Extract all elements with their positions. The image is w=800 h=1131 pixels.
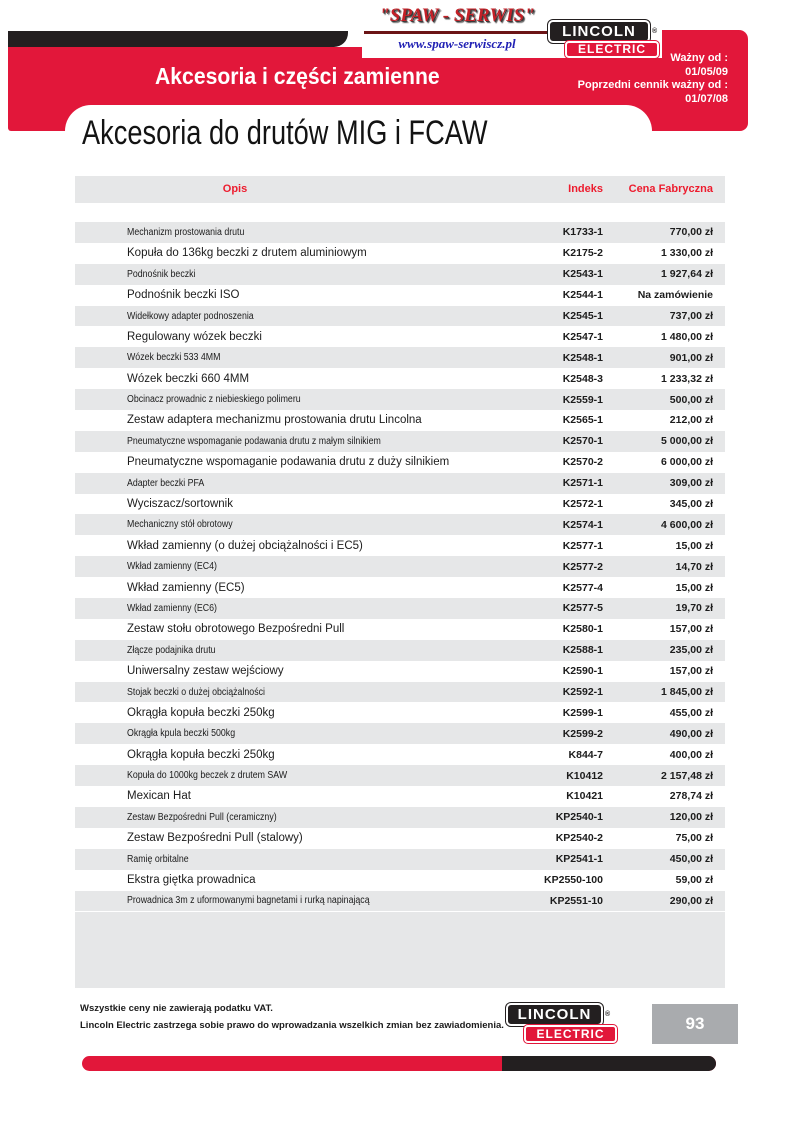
row-price: 1 927,64 zł — [661, 268, 713, 281]
row-index: K2570-2 — [562, 456, 603, 469]
row-index: KP2540-1 — [555, 811, 603, 824]
row-description: Regulowany wózek beczki — [127, 330, 262, 343]
row-description: Ekstra giętka prowadnica — [127, 874, 256, 887]
row-description: Mexican Hat — [127, 790, 191, 803]
table-row — [75, 473, 725, 494]
table-row — [75, 682, 725, 703]
row-price: 290,00 zł — [669, 894, 713, 907]
row-index: K2592-1 — [562, 686, 603, 699]
row-index: K2574-1 — [562, 518, 603, 531]
row-index: K2570-1 — [562, 435, 603, 448]
row-price: 120,00 zł — [669, 811, 713, 824]
table-row — [75, 640, 725, 661]
column-header-index: Indeks — [568, 183, 603, 195]
table-row — [75, 306, 725, 327]
previous-pricelist-label: Poprzedni cennik ważny od : — [577, 79, 728, 91]
spaw-serwis-logo: "SPAW - SERWIS" — [379, 5, 535, 26]
row-index: K2547-1 — [562, 330, 603, 343]
lincoln-logo-footer: LINCOLN — [506, 1003, 603, 1026]
row-price: 75,00 zł — [675, 832, 713, 845]
row-description: Mechanizm prostowania drutu — [127, 226, 245, 238]
table-row — [75, 452, 725, 473]
row-description: Wyciszacz/sortownik — [127, 498, 233, 511]
lincoln-logo: LINCOLN — [548, 20, 650, 43]
row-description: Kopuła do 1000kg beczek z drutem SAW — [127, 770, 288, 782]
table-row — [75, 285, 725, 306]
table-header-row — [75, 176, 725, 203]
table-row — [75, 828, 725, 849]
section-title: Akcesoria i części zamienne — [155, 63, 440, 89]
row-index: K2599-2 — [562, 727, 603, 740]
table-row — [75, 598, 725, 619]
bottom-decoration-bar-black — [502, 1056, 716, 1071]
table-body — [75, 222, 725, 911]
rights-note: Lincoln Electric zastrzega sobie prawo do wprowadzania wszelkich zmian bez zawiadomienia. — [80, 1020, 504, 1031]
row-description: Wkład zamienny (EC4) — [127, 561, 217, 573]
table-row — [75, 577, 725, 598]
row-price: 59,00 zł — [675, 874, 713, 887]
row-index: K2577-5 — [562, 602, 603, 615]
table-row — [75, 744, 725, 765]
table-row — [75, 243, 725, 264]
row-price: 15,00 zł — [675, 581, 713, 594]
table-row — [75, 870, 725, 891]
column-header-description: Opis — [222, 183, 248, 195]
row-description: Okrągła kopuła beczki 250kg — [127, 706, 275, 719]
row-index: K2577-1 — [562, 539, 603, 552]
validity-info — [555, 52, 728, 106]
row-index: KP2540-2 — [555, 832, 603, 845]
row-description: Zestaw Bezpośredni Pull (ceramiczny) — [127, 811, 277, 823]
row-description: Obcinacz prowadnic z niebieskiego polimeru — [127, 394, 301, 406]
bottom-decoration-bar — [82, 1056, 716, 1071]
row-price: 2 157,48 zł — [661, 769, 713, 782]
table-row — [75, 535, 725, 556]
table-row — [75, 326, 725, 347]
table-row — [75, 786, 725, 807]
row-description: Zestaw Bezpośredni Pull (stalowy) — [127, 832, 303, 845]
row-price: 309,00 zł — [669, 477, 713, 490]
footer-notes — [80, 1000, 504, 1034]
row-description: Złącze podajnika drutu — [127, 644, 216, 656]
table-row — [75, 849, 725, 870]
row-price: Na zamówienie — [637, 289, 713, 302]
row-description: Wózek beczki 660 4MM — [127, 372, 250, 385]
row-index: K2572-1 — [562, 498, 603, 511]
top-black-bar — [8, 31, 348, 47]
row-description: Adapter beczki PFA — [127, 477, 205, 489]
row-price: 212,00 zł — [669, 414, 713, 427]
row-description: Widełkowy adapter podnoszenia — [127, 310, 254, 322]
table-row — [75, 514, 725, 535]
table-row — [75, 264, 725, 285]
row-description: Wózek beczki 533 4MM — [127, 352, 221, 364]
row-index: K2565-1 — [562, 414, 603, 427]
row-price: 400,00 zł — [669, 748, 713, 761]
valid-from-label: Ważny od : — [670, 52, 728, 64]
electric-logo-footer: ELECTRIC — [524, 1025, 617, 1043]
row-price: 901,00 zł — [669, 351, 713, 364]
row-description: Mechaniczny stół obrotowy — [127, 519, 233, 531]
row-index: KP2550-100 — [544, 874, 603, 887]
row-index: K2548-1 — [562, 351, 603, 364]
row-description: Wkład zamienny (o dużej obciążalności i EC5) — [127, 539, 363, 552]
table-row — [75, 619, 725, 640]
row-description: Podnośnik beczki — [127, 268, 196, 280]
row-index: K2577-4 — [562, 581, 603, 594]
row-price: 4 600,00 zł — [661, 518, 713, 531]
row-price: 14,70 zł — [675, 560, 713, 573]
spaw-website-url: www.spaw-serwiscz.pl — [398, 36, 516, 51]
table-row — [75, 702, 725, 723]
table-row — [75, 723, 725, 744]
row-description: Pneumatyczne wspomaganie podawania drutu z duży silnikiem — [127, 456, 450, 469]
row-price: 6 000,00 zł — [661, 456, 713, 469]
row-index: K10421 — [566, 790, 603, 803]
row-price: 500,00 zł — [669, 393, 713, 406]
row-index: K2544-1 — [562, 289, 603, 302]
row-description: Wkład zamienny (EC6) — [127, 602, 217, 614]
previous-pricelist-date: 01/07/08 — [685, 92, 728, 105]
row-index: K2599-1 — [562, 706, 603, 719]
row-price: 5 000,00 zł — [661, 435, 713, 448]
row-description: Ramię orbitalne — [127, 853, 189, 865]
price-table — [75, 170, 725, 988]
row-price: 345,00 zł — [669, 498, 713, 511]
row-description: Prowadnica 3m z uformowanymi bagnetami i rurką napinającą — [127, 895, 370, 907]
page-title: Akcesoria do drutów MIG i FCAW — [82, 114, 488, 152]
row-description: Podnośnik beczki ISO — [127, 289, 240, 302]
spaw-logo-underline — [364, 31, 547, 34]
row-description: Stojak beczki o dużej obciążalności — [127, 686, 265, 698]
row-index: K2571-1 — [562, 477, 603, 490]
row-description: Okrągła kpula beczki 500kg — [127, 728, 236, 740]
page-number: 93 — [652, 1004, 738, 1044]
table-row — [75, 389, 725, 410]
table-bottom-filler — [75, 912, 725, 988]
row-index: K2548-3 — [562, 372, 603, 385]
table-row — [75, 410, 725, 431]
row-price: 490,00 zł — [669, 727, 713, 740]
registered-mark-icon-footer: ® — [605, 1011, 611, 1018]
row-description: Pneumatyczne wspomaganie podawania drutu z małym silnikiem — [127, 435, 381, 447]
table-row — [75, 347, 725, 368]
table-row — [75, 431, 725, 452]
row-price: 15,00 zł — [675, 539, 713, 552]
row-index: K2590-1 — [562, 665, 603, 678]
row-index: KP2551-10 — [549, 894, 603, 907]
table-row — [75, 368, 725, 389]
row-price: 157,00 zł — [669, 665, 713, 678]
row-description: Okrągła kopuła beczki 250kg — [127, 748, 275, 761]
vat-note: Wszystkie ceny nie zawierają podatku VAT. — [80, 1003, 273, 1014]
row-price: 278,74 zł — [669, 790, 713, 803]
row-index: K2588-1 — [562, 644, 603, 657]
table-row — [75, 765, 725, 786]
table-row — [75, 556, 725, 577]
row-price: 157,00 zł — [669, 623, 713, 636]
valid-from-date: 01/05/09 — [685, 65, 728, 78]
table-row — [75, 891, 725, 912]
row-index: K10412 — [566, 769, 603, 782]
row-index: K2175-2 — [562, 247, 603, 260]
table-row — [75, 494, 725, 515]
row-description: Uniwersalny zestaw wejściowy — [127, 665, 284, 678]
row-description: Wkład zamienny (EC5) — [127, 581, 245, 594]
row-price: 1 480,00 zł — [661, 330, 713, 343]
row-price: 1 330,00 zł — [661, 247, 713, 260]
row-description: Kopuła do 136kg beczki z drutem aluminiowym — [127, 247, 367, 260]
row-description: Zestaw stołu obrotowego Bezpośredni Pull — [127, 623, 345, 636]
row-price: 1 845,00 zł — [661, 686, 713, 699]
title-box — [65, 105, 652, 163]
table-row — [75, 222, 725, 243]
table-row — [75, 661, 725, 682]
row-price: 450,00 zł — [669, 853, 713, 866]
row-price: 455,00 zł — [669, 706, 713, 719]
column-header-price: Cena Fabryczna — [628, 183, 713, 195]
row-index: K2543-1 — [562, 268, 603, 281]
table-row — [75, 807, 725, 828]
row-index: K2545-1 — [562, 310, 603, 322]
header-red-banner-right — [655, 30, 748, 48]
row-index: K2559-1 — [562, 393, 603, 406]
row-index: K1733-1 — [562, 226, 603, 239]
row-index: KP2541-1 — [555, 853, 603, 866]
row-description: Zestaw adaptera mechanizmu prostowania drutu Lincolna — [127, 414, 422, 427]
row-price: 235,00 zł — [669, 644, 713, 657]
row-index: K844-7 — [568, 748, 603, 761]
row-index: K2580-1 — [562, 623, 603, 636]
row-price: 770,00 zł — [669, 226, 713, 239]
registered-mark-icon: ® — [652, 28, 658, 35]
row-index: K2577-2 — [562, 560, 603, 573]
row-price: 19,70 zł — [675, 602, 713, 615]
row-price: 1 233,32 zł — [661, 372, 713, 385]
row-price: 737,00 zł — [669, 310, 713, 322]
electric-logo: ELECTRIC — [565, 41, 659, 58]
